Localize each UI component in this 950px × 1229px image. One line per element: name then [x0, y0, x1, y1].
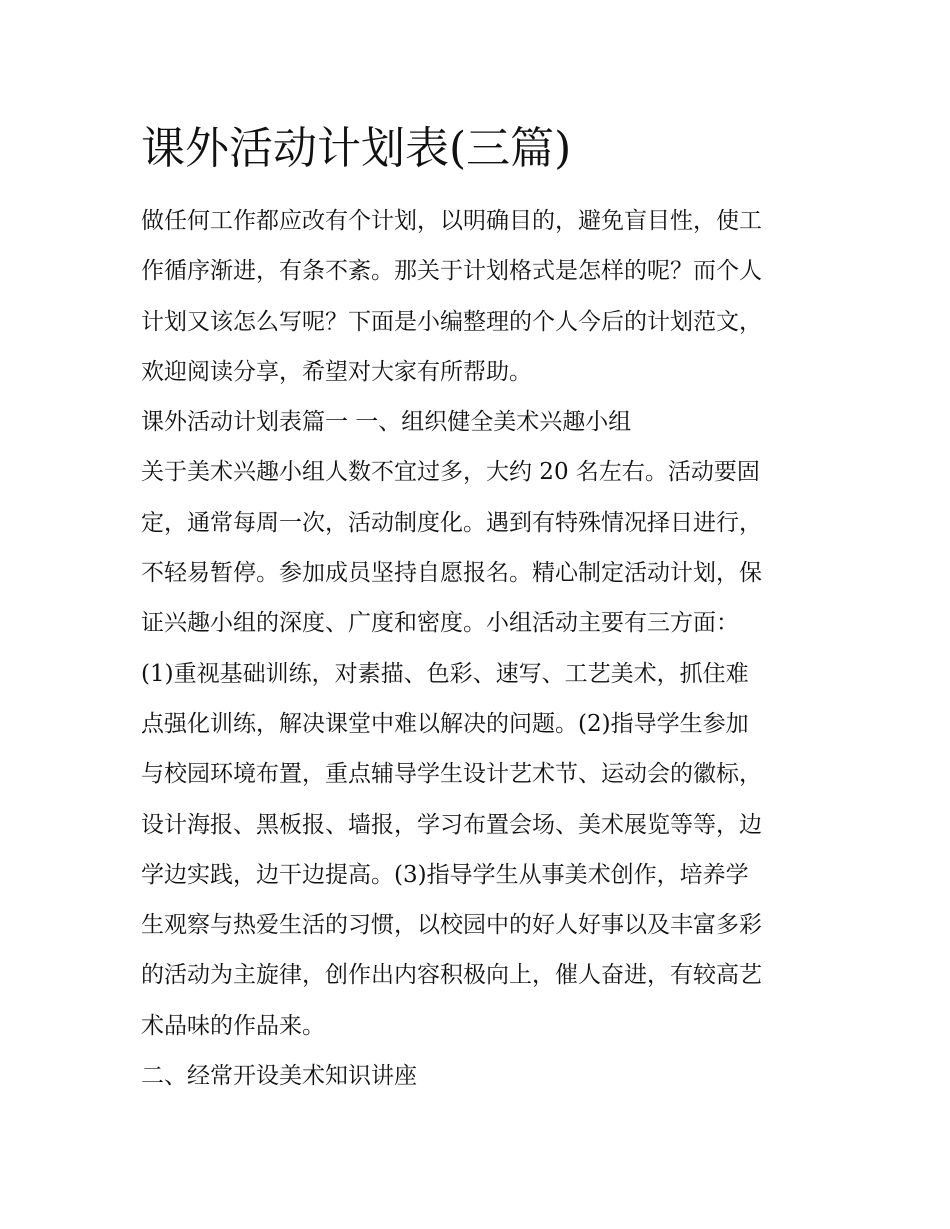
text-line: 定，通常每周一次，活动制度化。遇到有特殊情况择日进行， [141, 509, 762, 536]
text-line: 点强化训练，解决课堂中难以解决的问题。(2)指导学生参加 [141, 710, 749, 737]
section-heading-2: 二、经常开设美术知识讲座 [141, 1063, 417, 1090]
section-heading-1: 课外活动计划表篇一 一、组织健全美术兴趣小组 [141, 409, 632, 436]
document-title: 课外活动计划表(三篇) [141, 123, 572, 174]
text-line: 证兴趣小组的深度、广度和密度。小组活动主要有三方面： [141, 610, 739, 637]
text-line: 欢迎阅读分享，希望对大家有所帮助。 [141, 358, 532, 385]
text-line: 关于美术兴趣小组人数不宜过多，大约 20 名左右。活动要固 [141, 459, 760, 486]
text-line: 生观察与热爱生活的习惯，以校园中的好人好事以及丰富多彩 [141, 912, 762, 939]
text-line: 与校园环境布置，重点辅导学生设计艺术节、运动会的徽标， [141, 761, 762, 788]
text-line: 学边实践，边干边提高。(3)指导学生从事美术创作，培养学 [141, 861, 749, 888]
text-line: 术品味的作品来。 [141, 1012, 325, 1039]
text-line: 不轻易暂停。参加成员坚持自愿报名。精心制定活动计划，保 [141, 560, 762, 587]
text-line: 做任何工作都应改有个计划，以明确目的，避免盲目性，使工 [141, 208, 762, 234]
text-line: 设计海报、黑板报、墙报，学习布置会场、美术展览等等，边 [141, 811, 762, 838]
text-line: 作循序渐进，有条不紊。那关于计划格式是怎样的呢？而个人 [141, 258, 762, 285]
document-body [141, 196, 831, 1101]
text-line: (1)重视基础训练，对素描、色彩、速写、工艺美术，抓住难 [141, 660, 749, 687]
text-line: 计划又该怎么写呢？下面是小编整理的个人今后的计划范文， [141, 308, 762, 335]
text-line: 的活动为主旋律，创作出内容积极向上，催人奋进，有较高艺 [141, 962, 762, 989]
